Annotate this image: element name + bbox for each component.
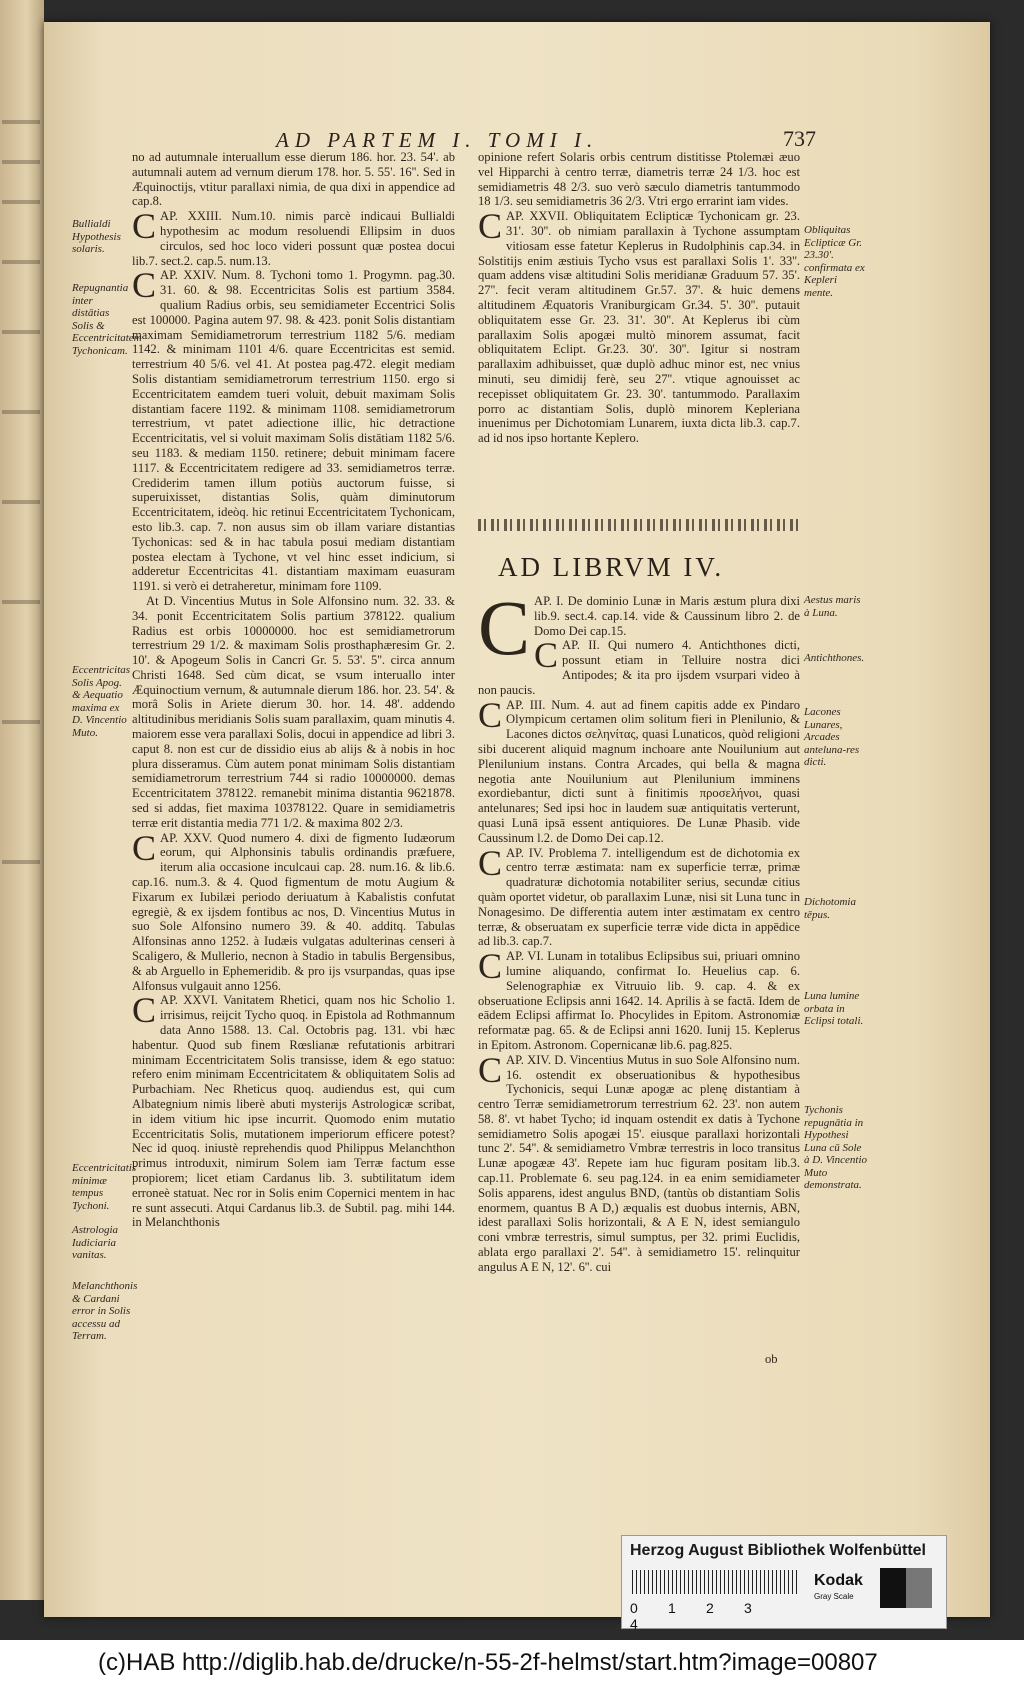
previous-page-text-line [2,330,40,334]
chapter-25-text: AP. XXV. Quod numero 4. dixi de figmento Iudæorum eorum, qui Alphonsinis tabulis ordinandis præfuere, iterum alia occasione inculcaui cap. 28. num.16. & lib.6. cap.16. num.3. & 4. Quod figmentum de motu Augium & Fixarum ex Iubilæi periodo deriuatum à Kabalistis confutat egregiè, & ex ijsdem fontibus ac nos, D. Vincentius Mutus in suo Sole Alfonsino numero 39. & 40. additq. Tabulas Alfonsinas anno 1252. à Iudæis vulgatas adulterinas censeri à Scaligero, & Mullerio, necnon à Stadio in tabulis Bergensibus, & ab Arguello in Ephemeridib. & pro ijs vsurpandas, quas ipse Alfonsus vulgauit anno 1256. [132,830,455,993]
book4-chapter-2-text: AP. II. Qui numero 4. Antichthones dicti, possunt etiam in Telluire nostra dici Antipodes; & ita pro ijsdem vsurpari video à non paucis. [478,638,800,697]
margin-note-left: Eccentricitatis minimæ tempus Tychoni. [72,1162,137,1212]
copyright-footer: (c)HAB http://diglib.hab.de/drucke/n-55-2f-helmst/start.htm?image=00807 [0,1640,1024,1685]
drop-cap: C [478,946,503,987]
drop-cap: C [478,206,503,247]
previous-page-text-line [2,600,40,604]
kodak-label: Kodak [814,1572,863,1589]
margin-note-left: Bullialdi Hypothesis solaris. [72,218,121,255]
previous-page-text-line [2,120,40,124]
book4-chapter-3-text: AP. III. Num. 4. aut ad finem capitis adde ex Pindaro Olympicum certamen olim solitum fieri in Plenilunio, & Lacones dictos σεληνίτας, quasi Lunaticos, quòd religioni sibi ducerent aliquid magnum inchoare ante Nouilunium aut Plenilunium instans. Contra Arcades, qui bella & magna negotia ante Nouilunium aut Plenilunium imminens exordiebantur, dicti sunt à finitimis προσελήνοι, quasi antelunares; Sed ipsi hoc in laudem suæ antiquitatis verterunt, quasi Lunā ipsā essent antiquiores. De Lunæ Phasib. vide Caussinum l.2. de Domo Dei cap.12. [478,697,800,845]
book4-chapter-14-text: AP. XIV. D. Vincentius Mutus in suo Sole Alfonsino num. 16. ostendit ex obseruationibus & hypothesibus Tychonicis, sequi Lunæ apogæ ac plenę distantiam à centro Terræ semidiametrorum terrestrium 62. 23'. non autem 58. 8'. vt habet Tycho; id inquam ostendit ex datis à Tychone semidiametro Solis apogæi 15'. eiusque parallaxi horizontali tunc 2'. 54''. & semidiametro Vmbræ terrestris in loco transitus Lunæ apogææ 43'. Repete iam huc figuram positam lib.3. cap.11. Problemate 6. seu pag.124. in ea enim semidiameter Solis apparens, idest angulus BND, (tantùs ob distantiam Solis enormem, quantus B A D,) æqualis est duobus internis, ABN, idest parallaxi Solis horizontali, & A E N, idest semiangulo coni vmbræ terrestris, simul sumptus, per 32. primi Euclidis, ablata ergo parallaxi 2'. 54''. à semidiametro 15'. relinquitur angulus A E N, 12'. 6''. cui [478,1052,800,1274]
previous-page-text-line [2,410,40,414]
chapter-26-paragraph [132,990,455,1230]
right-text-column-book4 [478,584,800,1275]
ruler-scale [632,1570,800,1594]
right-opening-paragraph: opinione refert Solaris orbis centrum distitisse Ptolemæi æuo vel Hipparchi à centro terræ, diametris terræ 24 1/3. hoc est semidiametris 48 2/3. suo verò sæculo diametris tantummodo 18 1/3. seu semidiametris 36 2/3. Vtri ergo errarint iam vides. [478,150,800,209]
margin-note-left: Melanchthonis & Cardani error in Solis accessu ad Terram. [72,1280,138,1342]
drop-cap: C [478,1049,503,1090]
margin-note-right: Obliquitas Eclipticæ Gr. 23.30'. confirmata ex Kepleri mente. [804,224,865,299]
chapter-26-text: AP. XXVI. Vanitatem Rhetici, quam nos hic Scholio 1. irrisimus, reijcit Tycho quoq. in Epistola ad Rothmannum data Anno 1588. 13. Cal. Octobris pag. 131. vbi hæc habentur. Quod sub finem Rœslianæ refutationis arbitrari minimam Eccentricitatem Solis transisse, idem & ego statuo: refero enim minimam Eccentricitatem & obliquitatem Solis ad Purbachiam. Nec Rheticus quoq. audiendus est, qui cum Albategnium nimis liberè abuti mysterijs Astrologicæ scribat, in idem vitium hic ipse incurrit. Quomodo enim mutatio Eccentricitatis Solis, mutationem imperiorum efficere potest? Nec id quoq. iniustè reprehendis quod Philippus Melanchthon primus introduxit, nimirum Solem iam Terræ factum esse propiorem; licet etiam Cardanus lib. 3. subtilitatum idem erroneè statuat. Nec ror in Solis enim Copernici mentem in hac re sunt assecuti. Atqui Cardanus lib.3. de Subtil. pag. mihi 144. in Melanchthonis [132,993,455,1230]
chapter-25-paragraph [132,827,455,994]
previous-page-edge [0,0,44,1600]
grayscale-label: Gray Scale [814,1592,854,1601]
previous-page-text-line [2,860,40,864]
drop-cap: C [132,206,157,247]
drop-cap: C [132,265,157,306]
gray-swatch-mid [906,1568,932,1608]
mutus-paragraph: At D. Vincentius Mutus in Sole Alfonsino num. 32. 33. & 34. ponit Eccentricitatem Solis partium 378122. qualium Radius est orbis 10000000. hoc est semidiametrorum terrestrium 29 1/2. & maximam Solis prosthaphæresim Gr. 2. 10'. & Apogeum Solis in Cancri Gr. 5. 53'. 5''. circa annum Christi 1648. Sed cùm dicat, se vsum interuallo inter Æquinoctium vernum, & autumnale dierum 186. hor. 23. 54'. & morâ Solis in Ariete dierum 30. hor. 14. 48'. addendo altitudinibus meridianis Solis suam parallaxim, quam minutis 4. maiorem esse vera parallaxi Solis, docui in appendice ad libri 3. caput 8. non est cur de dissidio eius ab alijs & à nobis in hoc plura disseramus. Cùm autem ponat minimam Solis distantiam semidiametrorum terrestrium 744 si radio 10000000. demas Eccentricitatem 378122. remanebit minima distantia 9621878. sed si addas, fiet maxima 10378122. Quare in semidiametris terræ erit distantia media 771 1/2. & maxima 802 2/3. [132,593,455,830]
chapter-23-text: AP. XXIII. Num.10. nimis parcè indicaui Bullialdi hypothesim ac modum resoluendi Ellipsim in duos circulos, sed hoc loco videri possunt quæ postea docui lib.7. sect.2. cap.5. num.13. [132,209,455,268]
book4-chapter-6-text: AP. VI. Lunam in totalibus Eclipsibus sui, priuari omnino lumine aliquando, confirmat Io. Heuelius cap. 6. Selenographiæ ex Vitruuio lib. 9. cap. 4. & ex obseruatione Eclipsis anni 1642. 14. Aprilis à se factā. Idem de eādem Eclipsi affirmat Io. Phocylides in Epitom. Astronomiæ reformatæ pag. 65. & de Eclipsi anni 1620. Iunij 15. Keplerus in Epitom. Astronom. Copernicanæ lib.6. pag.825. [478,949,800,1052]
ruler-number: 3 [744,1600,752,1616]
ruler-numbers [630,1600,810,1632]
book-section-title: AD LIBRVM IV. [498,552,725,582]
gray-swatch-dark [880,1568,906,1608]
chapter-27-text: AP. XXVII. Obliquitatem Eclipticæ Tychonicam gr. 23. 31'. 30''. ob nimiam parallaxin à Tychone assumptam vitiosam esse fatetur Keplerus in Rudolphinis cap.34. in Solstitijs enim æstiuis Tycho vsus est parallaxi Solis 1'. 33''. quam addens visæ altitudini Solis meridianæ Graduum 57. 35'. 27''. fecit veram altitudinem Gr.57. 37'. & huic demens altitudinem Æquatoris Vraniburgicam Gr.34. 5'. 30''. putauit obliquitatem esse Gr. 23. 31'. 30''. At Keplerus ibi cùm parallaxim Solis apogæi multò minorem assumat, facit obliquitatem Eclipt. Gr.23. 30'. 30''. Igitur si nostram parallaxim adhibuisset, quæ duplò adhuc minor est, nec vnius minuti, seu dimidij ferè, seu 27''. vtique agnouisset ac recepisset obliquitatem Gr. 23. 30'. tantummodo. Parallaxim porro ac distantiam Solis, duplò minorem Kepleriana inuenimus per Dichotomiam Lunarem, iuxta dicta lib.3. cap.7. ad id nos ipso hortante Keplero. [478,209,800,446]
left-opening-paragraph: no ad autumnale interuallum esse dierum 186. hor. 23. 54'. ab autumnali autem ad vernum dierum 178. hor. 5. 55'. 16''. Sed in Æquinoctijs, vtitur parallaxi nimia, de qua dixi in appendice ad cap.8. [132,150,455,209]
margin-note-right: Dichotomia tēpus. [804,896,856,921]
left-text-column [132,150,455,1230]
page-number: 737 [783,126,816,151]
previous-page-text-line [2,500,40,504]
book4-chapter-6-paragraph [478,946,800,1053]
chapter-24-paragraph [132,265,455,594]
margin-note-right: Luna lumine orbata in Eclipsi totali. [804,990,864,1027]
margin-note-right: Tychonis repugnātia in Hypothesi Luna cū Sole à D. Vincentio Muto demonstrata. [804,1104,868,1191]
chapter-23-paragraph [132,206,455,268]
ruler-number: 2 [706,1600,714,1616]
ruler-number: 4 [630,1616,638,1632]
drop-cap: C [534,635,559,676]
book4-chapter-14-paragraph [478,1049,800,1275]
previous-page-text-line [2,160,40,164]
ruler-number: 1 [668,1600,676,1616]
drop-cap: C [132,990,157,1031]
margin-note-right: Antichthones. [804,652,865,664]
margin-note-right: Lacones Lunares, Arcades anteluna-res dicti. [804,706,860,768]
drop-cap: C [132,827,157,868]
margin-note-left: Repugnantia inter distātias Solis & Eccentricitatem Tychonicam. [72,282,142,357]
book4-chapter-1-text: AP. I. De dominio Lunæ in Maris æstum plura dixi lib.9. sect.4. cap.14. vide & Caussinum libro 2. de Domo Dei cap.15. [534,594,800,638]
drop-cap: C [478,694,503,735]
margin-note-left: Astrologia Iudiciaria vanitas. [72,1224,119,1261]
catchword: ob [765,1352,778,1366]
margin-note-left: Eccentricitas Solis Apog. & Aequatio maxima ex D. Vincentio Muto. [72,664,131,739]
right-text-column-top [478,150,800,446]
library-stamp-card [621,1535,947,1632]
library-name: Herzog August Bibliothek Wolfenbüttel [630,1542,926,1559]
previous-page-text-line [2,260,40,264]
decorative-ornament-rule [478,519,798,531]
large-drop-cap: C [478,584,531,671]
chapter-24-text: AP. XXIV. Num. 8. Tychoni tomo 1. Progymn. pag.30. 31. 60. & 98. Eccentricitas Solis est partium 3584. qualium Radius orbis, seu semidiameter Eccentrici Solis est 100000. Pagina autem 97. 98. & 423. ponit Solis distantiam maximam Semidiametrorum terrestrium 1182 5/6. mediam 1142. & minimam 1101 4/6. quare Eccentricitas est semid. terrestrium 40 5/6. vel 41. At postea pag.472. elegit mediam Solis distantiam semidiametrorum terrestrium 1150. ergo si Eccentricitatem eamdem tueri voluit, debuit maximam Solis distantiam facere 1192. & minimam 1108. semidiametrorum terrestrium, vt patet adiectione illic, hic detractione Eccentricitatis, vel si voluit maximam Solis distātiam 1182 5/6. seu 1183. & mediam 1150. retinere; debuit minimam facere 1117. & Eccentricitatem redigere ad 33. semidiametros terræ. Crediderim tamen illum potiùs auctorum fuisse, si superuixisset, distantias Solis, quàm diminutorum Eccentricitatem, ideòq. hic retinui Eccentricitatem Tychonicam, esto lib.3. cap. 7. non ausus sim ob illam variare distantias Tychonicas: sed & in hac tabula posui mediam distantiam postea electam à Tychone, vt vel hinc esset indicium, si adderetur Eccentricitas 41. distantiam maximam euasuram 1191. si verò ei detraheretur, minimam fore 1109. [132,268,455,594]
margin-note-right: Aestus maris à Luna. [804,594,861,619]
previous-page-text-line [2,200,40,204]
book4-chapter-3-paragraph [478,694,800,846]
book4-chapter-4-paragraph [478,842,800,950]
chapter-27-paragraph [478,206,800,446]
previous-page-text-line [2,720,40,724]
running-header: AD PARTEM I. TOMI I. [276,128,599,152]
ruler-number: 0 [630,1600,638,1616]
drop-cap: C [478,842,503,883]
book4-chapter-4-text: AP. IV. Problema 7. intelligendum est de dichotomia ex centro terræ æstimata: nam ex superficie terræ, primæ quadraturæ dichotomia notabiliter serius, secundæ citius quàm oportet videtur, ob parallaxim Lunæ, nisi sit Luna tunc in Nonagesimo. De differentia autem inter æstimatam ex centro terræ, & obseruatam ex superficie terræ vide dicta in appēdice ad lib.3. cap.7. [478,845,800,949]
